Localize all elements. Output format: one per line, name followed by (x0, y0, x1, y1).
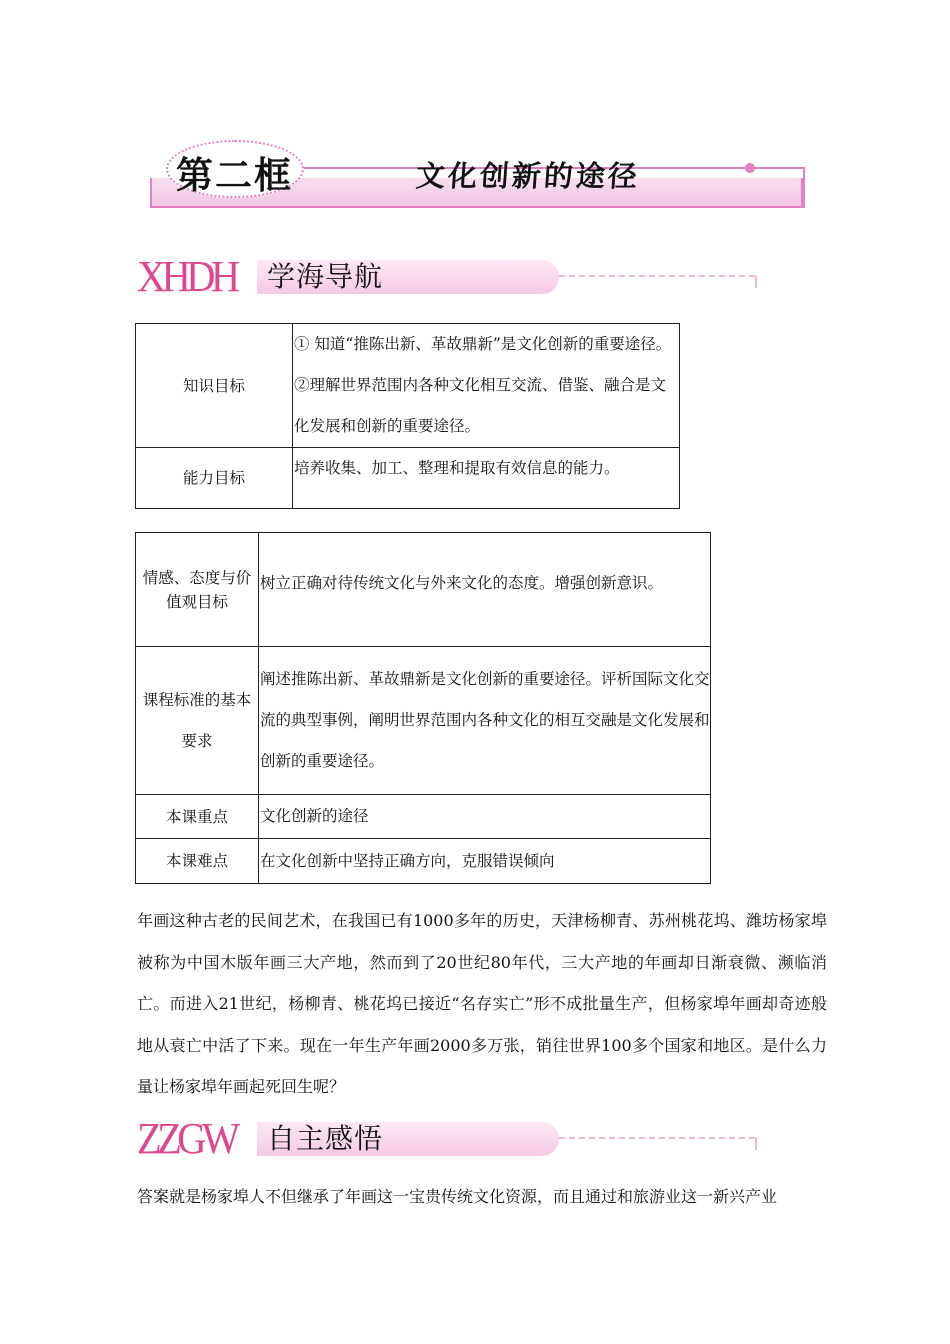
row-label: 知识目标 (136, 324, 293, 448)
row-label: 能力目标 (136, 448, 293, 509)
section-heading-navigation (137, 254, 767, 300)
table-row (136, 647, 711, 795)
intro-paragraph: 年画这种古老的民间艺术，在我国已有1000多年的历史，天津杨柳青、苏州桃花坞、潍坊杨家埠被称为中国木版年画三大产地，然而到了20世纪80年代，三大产地的年画却日渐衰微、濒临消亡。而进入21世纪，杨柳青、桃花坞已接近“名存实亡”形不成批量生产，但杨家埠年画却奇迹般地从衰亡中活了下来。现在一年生产年画2000多万张，销往世界100多个国家和地区。是什么力量让杨家埠年画起死回生呢？ (137, 911, 827, 1097)
row-content: 在文化创新中坚持正确方向，克服错误倾向 (259, 839, 711, 884)
row-content: ① 知道“推陈出新、革故鼎新”是文化创新的重要途径。②理解世界范围内各种文化相互交流、借鉴、融合是文化发展和创新的重要途径。 (293, 324, 680, 448)
table-row (136, 448, 680, 509)
section-dashed-line (559, 1137, 755, 1139)
objectives-table (135, 323, 680, 509)
banner-right-edge (803, 167, 805, 208)
answer-paragraph: 答案就是杨家埠人不但继承了年画这一宝贵传统文化资源，而且通过和旅游业这一新兴产业 (137, 1187, 778, 1206)
table-row (136, 324, 680, 448)
row-label: 情感、态度与价值观目标 (136, 533, 259, 647)
requirements-table (135, 532, 711, 884)
row-label: 课程标准的基本要求 (136, 647, 259, 795)
lesson-title-banner (148, 153, 805, 208)
section-label: 学海导航 (267, 260, 384, 293)
section-label: 自主感悟 (267, 1122, 384, 1155)
table-row (136, 795, 711, 839)
row-label: 本课重点 (136, 795, 259, 839)
section-code: XHDH (137, 252, 236, 301)
banner-dot-icon (745, 163, 755, 173)
table-row (136, 533, 711, 647)
section-heading-self-study (137, 1116, 767, 1162)
lesson-title: 文化创新的途径 (414, 159, 642, 193)
row-content: 培养收集、加工、整理和提取有效信息的能力。 (293, 448, 680, 509)
table-row (136, 839, 711, 884)
section-code: ZZGW (137, 1114, 236, 1163)
row-content: 文化创新的途径 (259, 795, 711, 839)
lesson-number: 第二框 (176, 153, 293, 197)
section-dashed-line (559, 275, 755, 277)
row-content: 阐述推陈出新、革故鼎新是文化创新的重要途径。评析国际文化交流的典型事例，阐明世界范围内各种文化的相互交融是文化发展和创新的重要途径。 (259, 647, 711, 795)
section-down-arrow-icon (755, 1138, 757, 1150)
section-down-arrow-icon (755, 276, 757, 288)
row-label: 本课难点 (136, 839, 259, 884)
row-content: 树立正确对待传统文化与外来文化的态度。增强创新意识。 (259, 533, 711, 647)
